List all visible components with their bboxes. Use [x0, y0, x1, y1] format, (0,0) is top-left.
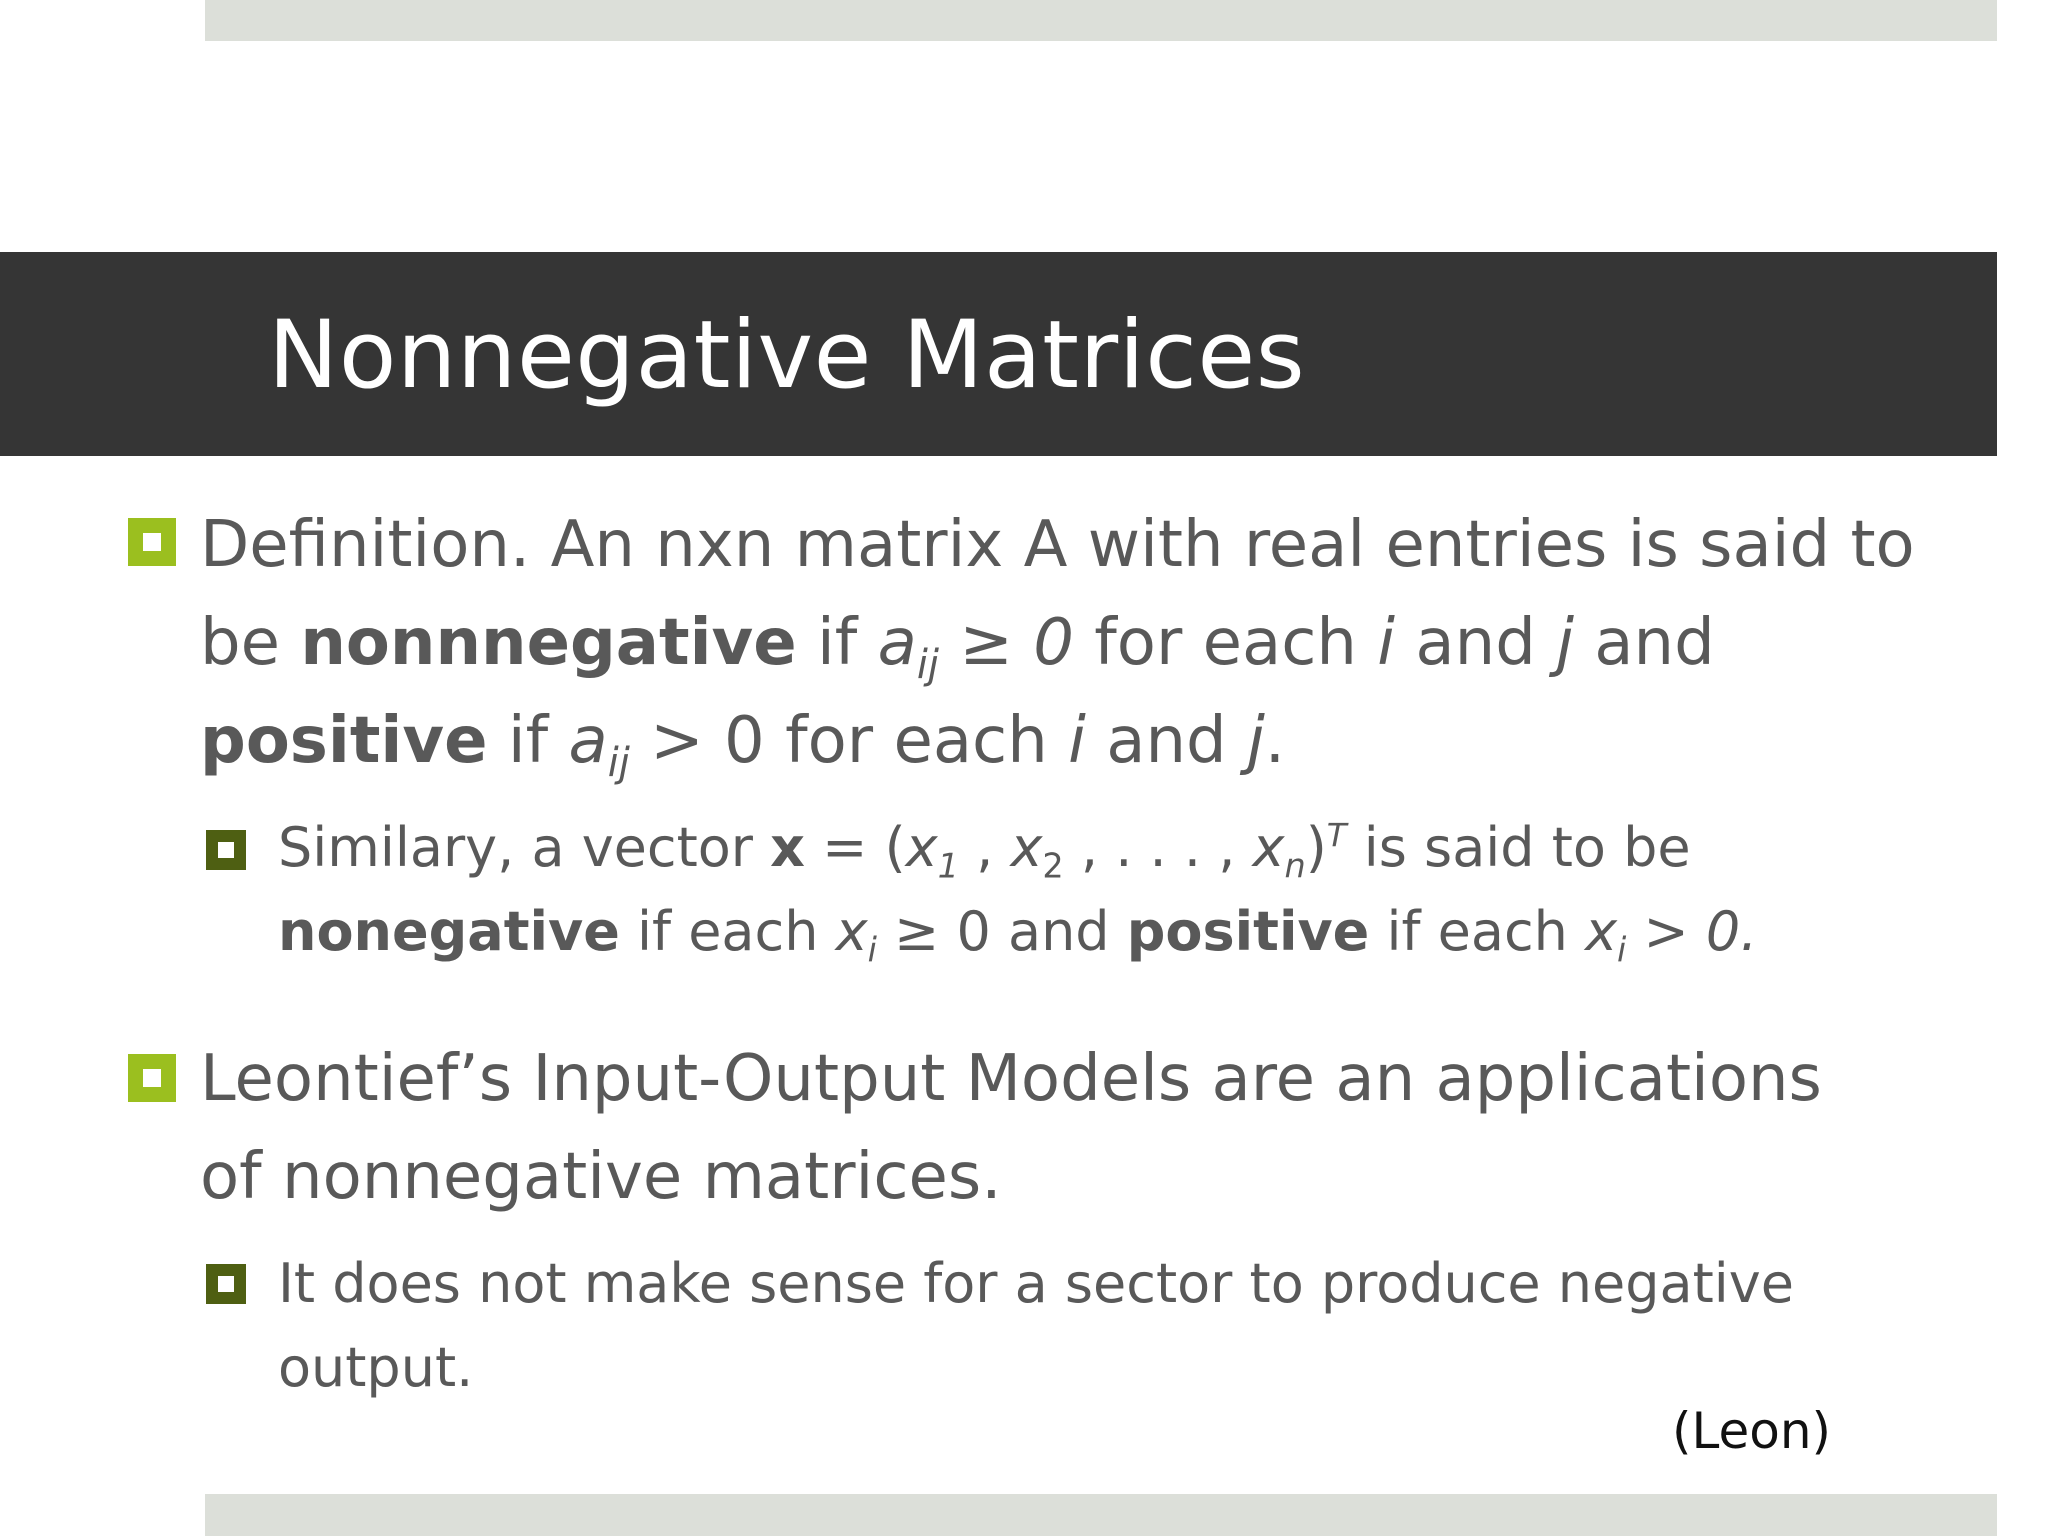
sub-bullet-square-icon [206, 1264, 246, 1304]
bullet-square-icon [128, 1054, 176, 1102]
sector-line-2: output. [278, 1336, 474, 1399]
slide-title: Nonnegative Matrices [268, 301, 1306, 410]
bottom-accent-band [205, 1494, 1997, 1536]
definition-line-2: be nonnnegative if $a_{ij} \ge 0$ for each i and j and [200, 606, 1715, 688]
top-accent-band [205, 0, 1997, 41]
sub-bullet-square-icon [206, 830, 246, 870]
leontief-line-2: of nonnegative matrices. [200, 1140, 1002, 1214]
vector-line-2: nonegative if each $x_i \ge 0$ and positive if each $x_i > 0$. [278, 900, 1758, 970]
vector-line-1: Similary, a vector $x = (x_1$ , $x_2$ , . . . , $x_n)^T$ is said to be [278, 816, 1691, 886]
citation: (Leon) [1672, 1402, 1832, 1460]
sector-line-1: It does not make sense for a sector to produce negative [278, 1252, 1794, 1315]
bullet-square-icon [128, 518, 176, 566]
leontief-line-1: Leontief’s Input-Output Models are an applications [200, 1042, 1822, 1116]
definition-line-1: Definition. An nxn matrix A with real entries is said to [200, 508, 1915, 582]
definition-line-3: positive if $a_{ij} > 0$ for each i and j. [200, 704, 1286, 786]
